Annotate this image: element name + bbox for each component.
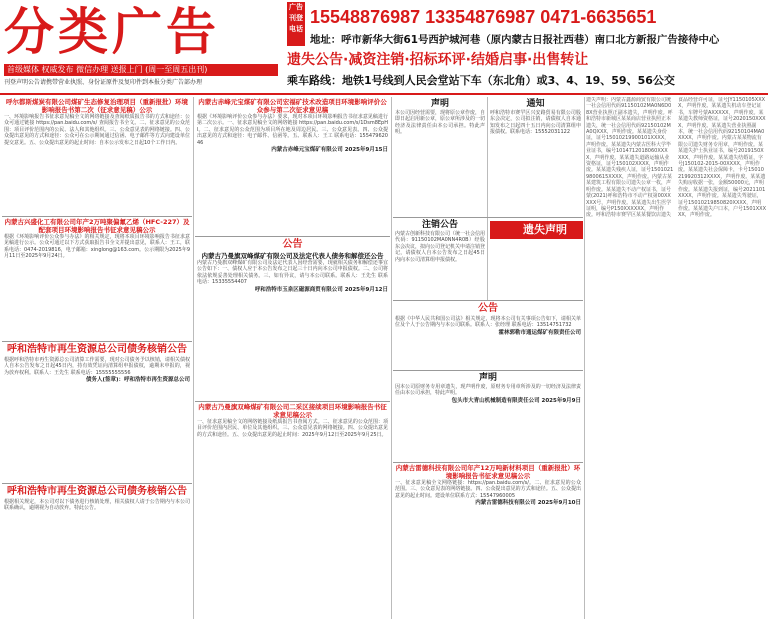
notice-title: 通知 (526, 99, 545, 109)
notice-title: 声明 (430, 99, 449, 109)
column-3 (393, 97, 583, 619)
column-divider (391, 97, 392, 619)
notice-block (393, 301, 583, 371)
notice-block (2, 217, 192, 342)
address: 地址：呼市新华大街61号西护城河巷（原内蒙古日报社西巷）南口北方新报广告接待中心 (310, 34, 720, 46)
notice-body: 本公司因经营需要，现将原公章作废，自即日起启用新公章，原公章所涉及的一切经济及法律责任由本公司承担。特此声明。 (395, 110, 486, 136)
notice-title: 呼尔都斯煤炭有限公司煤矿生态修复治理项目（重新报批）环境影响报告书第二次（征求意见稿）公示 (6, 98, 188, 114)
notice-signature: 内蒙古赤峰元宝煤矿有限公司 2025年9月15日 (271, 147, 388, 154)
notice-block (2, 342, 192, 484)
notice-title: 呼和浩特市再生资源总公司债务核销公告 (7, 344, 187, 355)
notice-title: 公告 (282, 239, 303, 250)
notice-body: 根据呼和浩特市再生资源总公司清算工作需要，现对公司债务予以核销，请相关债权人自本公告发布之日起45日内，持有效凭证向清算组申报债权，逾期未申报的，视为放弃权利。联系人：王先生 联系电话：15555555556 (4, 357, 190, 376)
column-divider (193, 97, 194, 619)
notice-title: 内蒙古雷德科技有限公司年产12万吨新材料项目（重新报批）环境影响报告书征求意见稿公示 (395, 464, 581, 480)
notice-row (393, 97, 583, 218)
services-line: 遗失公告·减资注销·招标环评·结婚启事·出售转让 (287, 52, 589, 68)
notice-subtitle: 内蒙古乃曼旗双峰煤矿有限公司及法定代表人债务和解偿还公告 (201, 252, 384, 260)
notice-title: 内蒙古乃曼旗双峰煤矿有限公司二采区接续项目环境影响报告书征求意见稿公示 (198, 403, 387, 419)
notice-signature: 包头市大青山机械制造有限责任公司 2025年9月9日 (451, 397, 581, 404)
column-2 (195, 97, 390, 619)
notice-body: 因本公司原财务专用章遗失，现声明作废，原财务专用章所涉及的一切经济及法律责任由本公司承担，特此声明。 (395, 384, 581, 397)
bus-route: 乘车路线：地铁1号线到人民会堂站下车（东北角）或3、4、19、59、56公交 (287, 74, 675, 87)
notice-block (2, 97, 192, 217)
notice-title: 注销公告 (421, 220, 458, 230)
lost-notice-banner: 遗失声明 (490, 221, 583, 239)
brand-title: 分类广告 (4, 2, 220, 61)
notice-body: 根据相关规定，本公司对以下债务进行核销处理，相关债权人请于公告期内与本公司联系确认，逾期视为自动放弃。特此公告。 (4, 499, 190, 512)
notice-body: 一、环境影响报告书征求意见稿全文的网络链接及查阅纸质报告书的方式和途径：公众可通过链接 https://pan.baidu.com/s/ 查阅报告书全文。二、征求意见的公众范围：项目评价范围内的公民、法人和其他组织。三、公众意见表的网络链接。四、公众提出意见的方式和途径：公众可在公示期间通过信函、电子邮件等方式向建设单位提交意见。五、公众提出意见的起止时间：自本公示发布之日起10个工作日内。 (4, 114, 190, 146)
masthead (0, 0, 768, 92)
notice-block (195, 97, 390, 237)
notice-signature: 霍林郭勒市通运煤矿有限责任公司 (498, 329, 581, 336)
notice-signature: 债务人(签章)：呼和浩特市再生资源总公司 (85, 377, 190, 384)
notice-block (488, 218, 583, 300)
notice-signature: 内蒙古雷德科技有限公司 2025年9月10日 (475, 500, 581, 507)
notice-block (2, 484, 192, 619)
notice-title: 内蒙古赤峰元宝煤矿有限公司宏福矿技术改造项目环境影响评价公众参与第二次征求意见稿 (198, 98, 387, 114)
notice-body: 呼和浩特市赛罕区兴安路贸易有限公司股东会决定，公司拟注销，请债权人自本通知发布之日起四十五日内向公司清算组申报债权。联系电话：15552031122 (490, 110, 581, 136)
notice-body: 一、征求意见稿全文网络链接：https://pan.baidu.com/s/。二、征求意见的公众范围。三、公众意见表的网络链接。四、公众提出意见的方式和途径。五、公众提出意见的起止时间。建设单位联系方式：15547960005 (395, 480, 581, 499)
notice-signature: 呼和浩特市玉泉区磁源商贸有限公司 2025年9月12日 (254, 286, 388, 293)
column-1 (2, 97, 192, 619)
notice-body: 根据《中华人民共和国公司法》相关规定，现将本公司有关事项公告如下，请相关单位及个人于公告期内与本公司联系。联系人：张经理 联系电话：13514751732 (395, 316, 581, 329)
notice-body: 根据《环境影响评价公众参与办法》要求，现对本项目环境影响报告书征求意见稿进行第二次公示。一、征求意见稿全文的网络链接 https://pan.baidu.com/s/1Dsm8EpHl。二、征求意见的公众范围为项目所在地及周边居民。三、公众意见表。四、公众提出意见的方式和途径：电子邮件、信函等。五、联系人：王工 联系电话：15547962046 (197, 114, 388, 146)
notice-block (488, 97, 583, 217)
notice-block (393, 371, 583, 463)
sub-note: 刊登声明公告请携带营业执照、身份证原件及复印件到本报分类广告部办理 (4, 79, 203, 86)
notice-title: 公告 (478, 303, 498, 314)
phone-numbers: 15548876987 13354876987 0471-6635651 (310, 7, 657, 27)
notice-body: 一、征求意见稿全文的网络链接及纸质报告书查阅方式。二、征求意见的公众范围：项目评价范围内居民、单位及其他组织。三、公众意见表的网络链接。四、公众提出意见的方式和途径。五、公众提出意见的起止时间：2025年9月12日至2025年9月25日。 (197, 419, 388, 438)
notice-title: 呼和浩特市再生资源总公司债务核销公告 (7, 486, 187, 497)
notice-block (393, 218, 488, 300)
notice-title: 声明 (478, 373, 497, 383)
column-divider (584, 97, 585, 619)
notice-body: 内蒙古创新科技有限公司（统一社会信用代码：91150102MA0NN4R0B）经股东会决议，拟向公司登记机关申请注销登记，请债权人自本公告发布之日起45日内向本公司清算组申报债权。 (395, 231, 486, 263)
notice-body: 根据《环境影响评价公众参与办法》的相关规定，现将本项目环境影响报告书征求意见稿进行公示。公众可通过以下方式获取报告书全文并提出意见，联系人：王工，联系电话：0474-2019816，电子邮箱：xinglong@163.com。公示期限为2025年9月11日至2025年9月24日。 (4, 234, 190, 260)
hotline-label: 广告刊登电话 (287, 2, 305, 46)
notice-row (393, 218, 583, 301)
notice-block (393, 97, 488, 217)
tagline-bar: 首级媒体 权威发布 微信办理 送报上门 (周一至周五出刊) (4, 64, 278, 76)
notice-block (195, 237, 390, 402)
notice-title: 内蒙古兴盛化工有限公司年产2万吨聚偏氟乙烯（HFC-227）及配套项目环境影响报告书征求意见稿公示 (4, 218, 190, 234)
masthead-divider (0, 93, 768, 95)
notice-block (195, 402, 390, 619)
notice-block (393, 463, 583, 619)
notice-body: 内蒙古乃曼旗双峰煤矿有限公司及法定代表人因经营需要，现就相关债务和解偿还事宜公告如下：一、债权人应于本公告发布之日起三十日内向本公司申报债权。二、公司将依法依规妥善处理相关债务。三、如有异议，请与本公司联系。联系人：王先生 联系电话：15335554407 (197, 260, 388, 286)
lost-notices-list: 遗失声明：内蒙古鑫源商贸有限公司统一社会信用代码91150102MA0N6D08X营业执照正副本遗失，声明作废。呼和浩特市新城区某某商店营业执照正本遗失，统一社会信用代码92150102MA0QXXX，声明作废。某某遗失身份证，证号15010219900101XXXX，声明作废。某某遗失内蒙古医科大学毕业证书，编号1014712018060XXXX，声明作废。某某遗失道路运输从业资格证，证号150102XXXX，声明作废。某某遗失残疾人证，证号15010219800615XXXX，声明作废。内蒙古某某建筑工程有限公司遗失公章一枚，声明作废。某某遗失不动产权证书，证号蒙(2021)呼和浩特市不动产权第00XXXXX号，声明作废。某某遗失出生医学证明，编号P150XXXXXX，声明作废。呼和浩特市赛罕区某某餐饮店遗失食品经营许可证，证号JY1150105XXXX，声明作废。某某遗失机动车登记证书，车牌号蒙AXXXXX，声明作废。某某遗失教师资格证，证号2020150XXXX，声明作废。某某遗失营业执照副本，统一社会信用代码92150104MA0XXXX，声明作废。内蒙古某某物流有限公司遗失财务专用章，声明作废。某某遗失护士执业证书，编号2019150XXXX，声明作废。某某遗失结婚证，字号J150102-2015-00XXXX，声明作废。某某遗失社会保障卡，卡号15010219920312XXXX，声明作废。某某遗失购房收据一张，金额50000元，声明作废。某某遗失报到证，编号2021101XXXX，声明作废。某某遗失驾驶证，证号15010219850820XXXX，声明作废。某某遗失户口本，户号1501XXXXX，声明作废。 (586, 97, 766, 219)
column-4 (586, 97, 766, 619)
